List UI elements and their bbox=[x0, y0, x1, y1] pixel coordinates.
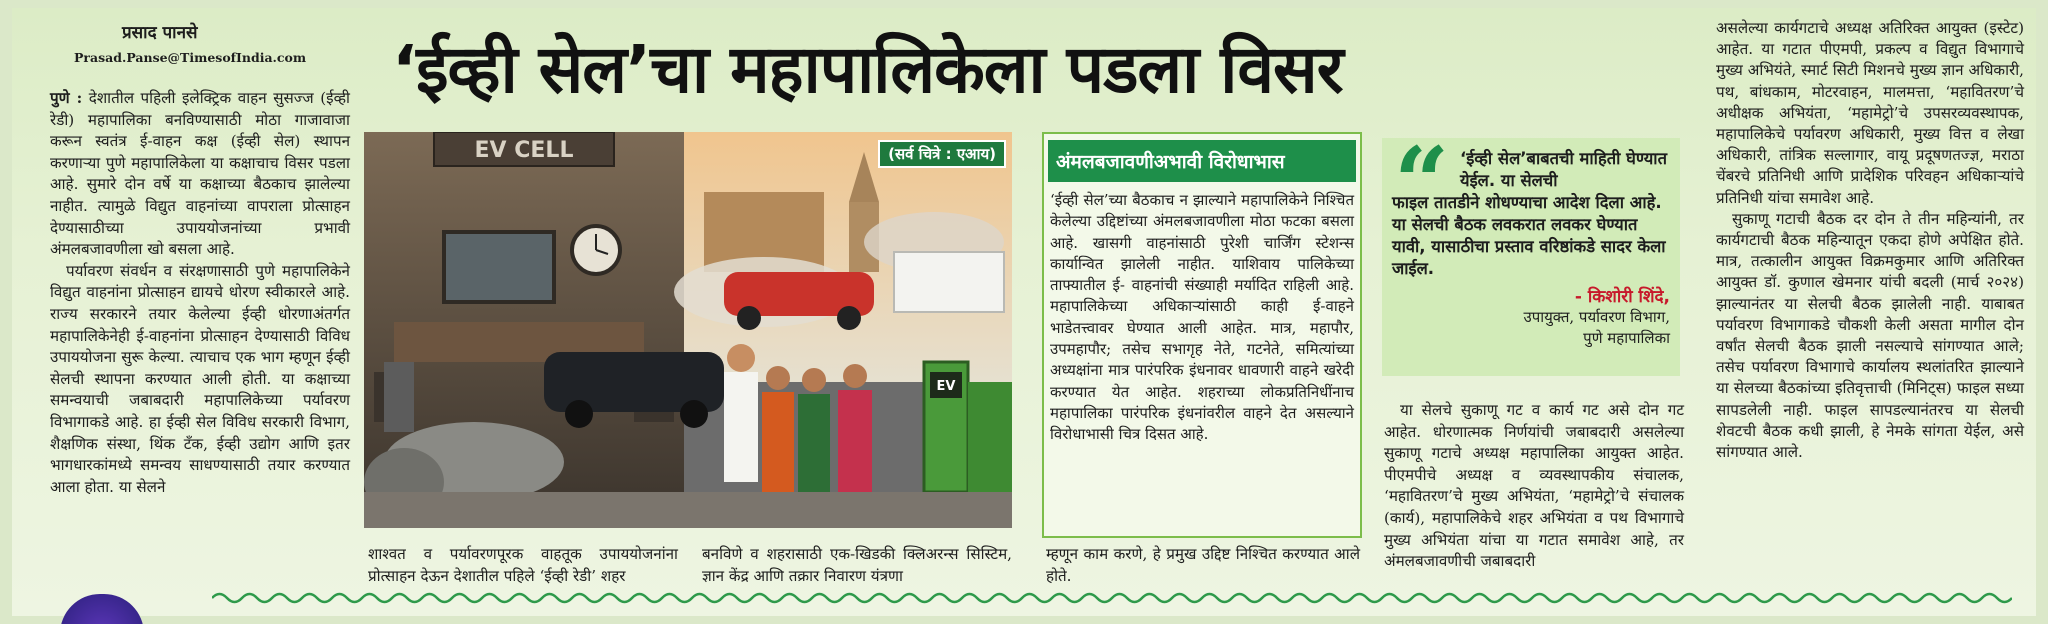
ai-illustration-image bbox=[364, 132, 1012, 528]
quote-organization: पुणे महापालिका bbox=[1583, 329, 1670, 347]
article-column-3 bbox=[702, 544, 1012, 587]
article-paragraph: पर्यावरण संवर्धन व संरक्षणासाठी पुणे महापालिकेने विद्युत वाहनांना प्रोत्साहन द्यायचे धोरण स्वीकारले आहे. राज्य सरकारने तयार केलेल्या ईव्ही धोरणाअंतर्गत महापालिकेनेही ई-वाहनांना प्रोत्साहन देण्यासाठी विविध उपाययोजना सुरू केल्या. त्याचाच एक भाग म्हणून ईव्ही सेलची स्थापना करण्यात आली होती. या कक्षाच्या समन्वयाची जबाबदारी महापालिकेच्या पर्यावरण विभागाकडे आहे. हा ईव्ही सेल विविध सरकारी विभाग, शैक्षणिक संस्था, थिंक टँक, ईव्ही उद्योग आणि इतर भागधारकांमध्ये समन्वय साधण्यासाठी तयार करण्यात आला होता. या सेलने bbox=[50, 261, 350, 496]
article-paragraph: पुणे : देशातील पहिली इलेक्ट्रिक वाहन सुसज्ज (ईव्ही रेडी) महापालिका बनविण्यासाठी मोठा गाजावाजा करून स्वतंत्र ई-वाहन कक्ष (ईव्ही सेल) स्थापन करणाऱ्या पुणे महापालिकेला या कक्षाचाच विसर पडला आहे. सुमारे दोन वर्षे या कक्षाच्या बैठकाच झालेल्या नाहीत. त्यामुळे विद्युत वाहनांच्या वापराला प्रोत्साहन देण्यासाठीच्या उपाययोजनांच्या प्रभावी अंमलबजावणीला खो बसला आहे. bbox=[50, 89, 350, 259]
headline: ‘ईव्ही सेल’चा महापालिकेला पडला विसर bbox=[392, 31, 1343, 108]
article-paragraph: सुकाणू गटाची बैठक दर दोन ते तीन महिन्यांनी, तर कार्यगटाची बैठक महिन्यातून एकदा होणे अपेक्षित होते. मात्र, तत्कालीन आयुक्त विक्रमकुमार आणि अतिरिक्त आयुक्त डॉ. कुणाल खेमनार यांची बदली (मार्च २०२४) झाल्यानंतर या सेलची बैठक झालेली नाही. याबाबत पर्यावरण विभागाकडे चौकशी केली असता मागील दोन वर्षांत सेलची बैठक झाली नसल्याचे सांगण्यात आले; तसेच पर्यावरण विभागाचे कार्यालय स्थलांतरित झाल्याने या सेलच्या बैठकांच्या इतिवृत्ताची (मिनिट्स) फाइल सध्या सापडलेली नाही. फाइल सापडल्यानंतरच या सेलची शेवटची बैठक कधी झाली, हे नेमके सांगता येईल, असे सांगण्यात आले. bbox=[1716, 209, 2024, 462]
byline-email: Prasad.Panse@TimesofIndia.com bbox=[74, 50, 307, 65]
sidebar-box bbox=[1042, 132, 1362, 538]
article-paragraph: या सेलचे सुकाणू गट व कार्य गट असे दोन गट आहेत. धोरणात्मक निर्णयांची जबाबदारी असलेल्या सुकाणू गटाचे अध्यक्ष महापालिका आयुक्त आहेत. पीएमपीचे अध्यक्ष व व्यवस्थापकीय संचालक, ‘महावितरण’चे मुख्य अभियंता, ‘महामेट्रो’चे संचालक (कार्य), महापालिकेचे शहर अभियंता व पथ विभागाचे मुख्य अभियंता यांचा या गटात समावेश आहे, तर अंमलबजावणीची जबाबदारी bbox=[1384, 401, 1684, 571]
decorative-wave-divider bbox=[212, 590, 2012, 606]
ev-cell-sign: EV CELL bbox=[474, 138, 574, 163]
quote-author: - किशोरी शिंदे, bbox=[1574, 287, 1670, 307]
newspaper-page bbox=[12, 8, 2036, 616]
pull-quote bbox=[1382, 126, 1680, 376]
illustration-photo bbox=[364, 132, 1012, 528]
sidebar-box-title: अंमलबजावणीअभावी विरोधाभास bbox=[1048, 140, 1356, 182]
article-paragraph: असलेल्या कार्यगटाचे अध्यक्ष अतिरिक्त आयुक्त (इस्टेट) आहेत. या गटात पीएमपी, प्रकल्प व विद्युत विभागाचे मुख्य अभियंते, स्मार्ट सिटी मिशनचे मुख्य ज्ञान अधिकारी, पथ, बांधकाम, मोटरवाहन, मालमत्ता, ‘महावितरण’चे अधीक्षक अभियंता, ‘महामेट्रो’चे उपसरव्यवस्थापक, महापालिकेचे पर्यावरण अधिकारी, मुख्य वित्त व लेखा अधिकारी, तांत्रिक सल्लागार, वायू प्रदूषणतज्ज्ञ, मराठा चेंबरचे प्रतिनिधी आणि प्रादेशिक परिवहन अधिकाऱ्यांचे प्रतिनिधी यांचा समावेश आहे. bbox=[1716, 19, 2024, 207]
sidebar-box-text: ‘ईव्ही सेल’च्या बैठकाच न झाल्याने महापालिकेने निश्चित केलेल्या उद्दिष्टांच्या अंमलबजावणीला मोठा फटका बसला आहे. खासगी वाहनांसाठी पुरेशी चार्जिंग स्टेशन्स कार्यान्वित झालेली नाहीत. याशिवाय पालिकेच्या ताफ्यातील ई- वाहनांची संख्याही मर्यादित राहिली आहे. महापालिकेच्या अधिकाऱ्यांसाठी काही ई-वाहने भाडेतत्त्वावर घेण्यात आली आहेत. मात्र, महापौर, उपमहापौर; तसेच सभागृह नेते, गटनेते, समित्यांच्या अध्यक्षांना मात्र पारंपरिक इंधनावर धावणारी वाहने खरेदी करण्यात येत आहेत. शहराच्या लोकप्रतिनिधींनाच महापालिका पारंपरिक इंधनांवरील वाहने देत असल्याने विरोधाभासी चित्र दिसत आहे. bbox=[1050, 191, 1354, 444]
article-paragraph: शाश्वत व पर्यावरणपूरक वाहतूक उपाययोजनांना प्रोत्साहन देऊन देशातील पहिले ‘ईव्ही रेडी’ शहर bbox=[368, 545, 678, 585]
article-column-5 bbox=[1384, 400, 1684, 573]
quote-text: फाइल तातडीने शोधण्याचा आदेश दिला आहे. या सेलची बैठक लवकरात लवकर घेण्यात यावी, यासाठीचा प्रस्ताव वरिष्ठांकडे सादर केला जाईल. bbox=[1392, 193, 1666, 278]
article-column-1 bbox=[50, 88, 350, 498]
charger-label: EV bbox=[936, 379, 956, 394]
article-column-6 bbox=[1716, 18, 2024, 463]
dateline: पुणे : bbox=[50, 89, 83, 107]
quote-text-lead: ‘ईव्ही सेल’बाबतची माहिती घेण्यात येईल. या सेलची bbox=[1460, 149, 1667, 190]
photo-credit: (सर्व चित्रे : एआय) bbox=[878, 140, 1006, 168]
quote-mark-icon: “ bbox=[1394, 126, 1450, 239]
article-paragraph: म्हणून काम करणे, हे प्रमुख उद्दिष्ट निश्चित करण्यात आले होते. bbox=[1046, 545, 1360, 585]
article-column-4 bbox=[1046, 544, 1360, 587]
article-paragraph: बनविणे व शहरासाठी एक-खिडकी क्लिअरन्स सिस्टिम, ज्ञान केंद्र आणि तक्रार निवारण यंत्रणा bbox=[702, 545, 1012, 585]
quote-role: उपायुक्त, पर्यावरण विभाग, bbox=[1523, 308, 1670, 326]
article-column-2 bbox=[368, 544, 678, 587]
byline-name: प्रसाद पानसे bbox=[122, 23, 198, 43]
